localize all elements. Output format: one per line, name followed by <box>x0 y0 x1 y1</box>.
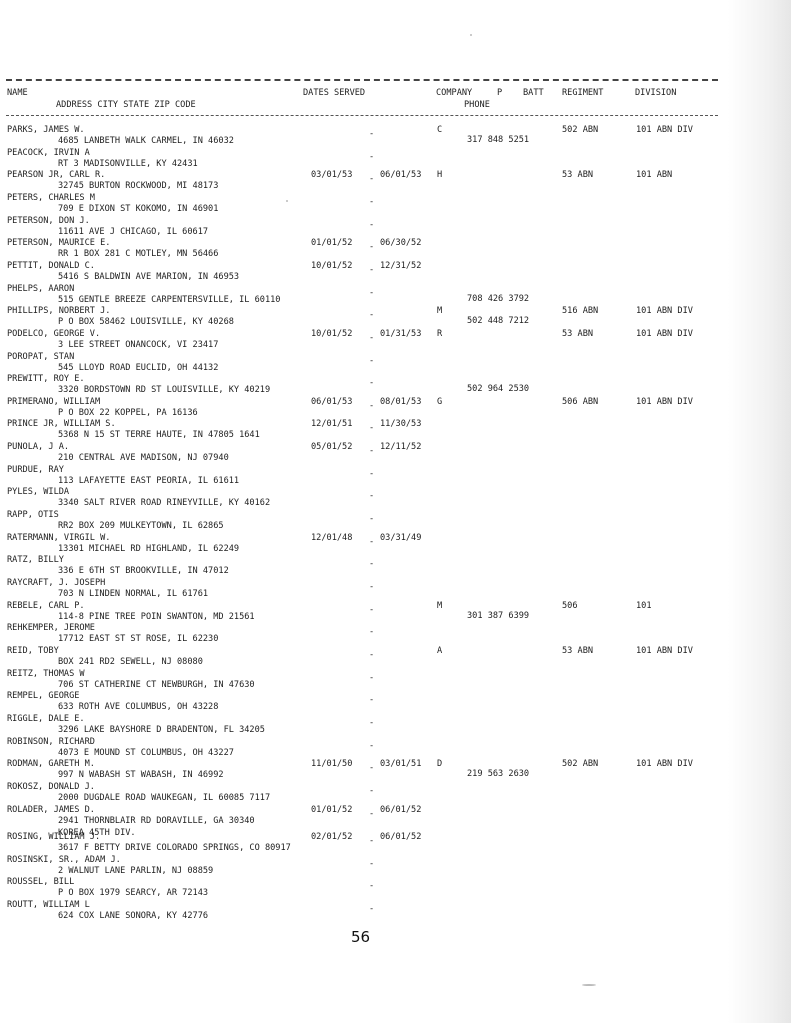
entry-name: PARKS, JAMES W. <box>7 125 85 135</box>
entry-date-from: 10/01/52 <box>311 328 353 339</box>
entry-company: M <box>437 306 443 317</box>
entry-address: RR2 BOX 209 MULKEYTOWN, IL 62865 <box>58 521 224 531</box>
col-header-division: DIVISION <box>635 88 677 98</box>
entry-division: 101 ABN DIV <box>636 328 693 339</box>
entry-name: RAPP, OTIS <box>7 510 59 520</box>
col-header-p: P <box>497 88 503 98</box>
entry-regiment: 53 ABN <box>562 645 594 656</box>
entry-regiment: 502 ABN <box>562 759 599 770</box>
entry-address: BOX 241 RD2 SEWELL, NJ 08080 <box>58 656 203 667</box>
scan-speck <box>470 34 472 36</box>
entry-date-dash: - <box>369 219 375 230</box>
entry-name: RIGGLE, DALE E. <box>7 713 85 724</box>
entry-company: G <box>437 396 443 407</box>
entry-name: PETERSON, MAURICE E. <box>7 238 111 249</box>
entry-address: 114-8 PINE TREE POIN SWANTON, MD 21561 <box>58 611 255 622</box>
entry-address: 2000 DUGDALE ROAD WAUKEGAN, IL 60085 7117 <box>58 792 271 803</box>
entry-date-dash: - <box>369 287 375 298</box>
entry-name: PHELPS, AARON <box>7 283 75 294</box>
col-header-dates: DATES SERVED <box>303 88 366 98</box>
entry-date-dash: - <box>369 627 375 638</box>
entry-company: A <box>437 645 443 656</box>
entry-address: 3 LEE STREET ONANCOCK, VI 23417 <box>58 339 219 350</box>
entry-address: 633 ROTH AVE COLUMBUS, OH 43228 <box>58 702 219 713</box>
entry-date-to: 03/31/49 <box>380 532 422 543</box>
entry-name: REBELE, CARL P. <box>7 600 85 611</box>
entry-regiment: 506 ABN <box>562 396 599 407</box>
entry-phone: 317 848 5251 <box>467 135 530 145</box>
entry-date-dash: - <box>369 559 375 570</box>
entry-name: ROBINSON, RICHARD <box>7 736 95 747</box>
entry-address: 13301 MICHAEL RD HIGHLAND, IL 62249 <box>58 543 240 554</box>
entry-address: 703 N LINDEN NORMAL, IL 61761 <box>58 589 209 599</box>
entry-address: 17712 EAST ST ST ROSE, IL 62230 <box>58 634 219 645</box>
entry-date-dash: - <box>369 695 375 706</box>
entry-date-to: 11/30/53 <box>380 419 422 430</box>
entry-company: H <box>437 170 443 181</box>
header-top-rule <box>6 79 718 81</box>
entry-name: PETTIT, DONALD C. <box>7 260 95 271</box>
entry-date-dash: - <box>369 604 375 615</box>
entry-date-dash: - <box>369 446 375 457</box>
entry-date-dash: - <box>369 468 375 479</box>
entry-name: ROUSSEL, BILL <box>7 877 75 888</box>
entry-date-to: 12/11/52 <box>380 442 422 453</box>
entry-date-to: 06/01/53 <box>380 170 422 181</box>
entry-company: D <box>437 759 443 770</box>
entry-date-dash: - <box>369 904 375 915</box>
page-number: 56 <box>351 928 371 946</box>
entry-date-to: 08/01/53 <box>380 396 422 407</box>
entry-company: R <box>437 328 443 339</box>
entry-date-from: 03/01/53 <box>311 170 353 181</box>
entry-name: PRINCE JR, WILLIAM S. <box>7 419 116 430</box>
entry-division: 101 ABN DIV <box>636 306 693 317</box>
scan-speck <box>582 984 596 986</box>
entry-address: 3617 F BETTY DRIVE COLORADO SPRINGS, CO 80917 <box>58 843 291 854</box>
entry-name: RODMAN, GARETH M. <box>7 759 95 770</box>
entry-address-note: KOREA 45TH DIV. <box>58 827 136 838</box>
entry-division: 101 ABN DIV <box>636 396 693 407</box>
entry-date-dash: - <box>369 355 375 366</box>
entry-division: 101 <box>636 600 652 611</box>
entry-name: ROLADER, JAMES D. <box>7 804 95 815</box>
col-header-company: COMPANY <box>436 88 473 98</box>
entry-address: 336 E 6TH ST BROOKVILLE, IN 47012 <box>58 566 229 577</box>
entry-name: PEARSON JR, CARL R. <box>7 170 106 181</box>
entry-date-to: 12/31/52 <box>380 260 422 271</box>
entry-address: 3340 SALT RIVER ROAD RINEYVILLE, KY 40162 <box>58 498 271 509</box>
entry-name: PYLES, WILDA <box>7 487 70 498</box>
entry-address: RT 3 MADISONVILLE, KY 42431 <box>58 158 198 169</box>
col-header-batt: BATT <box>523 88 544 98</box>
entry-division: 101 ABN <box>636 170 673 181</box>
entry-date-from: 02/01/52 <box>311 832 353 843</box>
entry-phone: 301 387 6399 <box>467 610 530 621</box>
entry-date-dash: - <box>369 808 375 819</box>
entry-address: 11611 AVE J CHICAGO, IL 60617 <box>58 226 209 237</box>
entry-name: POROPAT, STAN <box>7 351 75 362</box>
entry-date-dash: - <box>369 332 375 343</box>
entry-name: REID, TOBY <box>7 645 59 656</box>
entry-phone: 502 964 2530 <box>467 384 530 395</box>
entry-date-dash: - <box>369 785 375 796</box>
entry-address: 545 LLOYD ROAD EUCLID, OH 44132 <box>58 362 219 373</box>
entry-address: 2 WALNUT LANE PARLIN, NJ 08859 <box>58 865 214 876</box>
entry-name: PEACOCK, IRVIN A <box>7 147 90 158</box>
entry-date-to: 03/01/51 <box>380 759 422 770</box>
entry-name: RATZ, BILLY <box>7 555 64 566</box>
entry-address: 706 ST CATHERINE CT NEWBURGH, IN 47630 <box>58 679 255 690</box>
entry-date-to: 06/01/52 <box>380 804 422 815</box>
entry-address: 5368 N 15 ST TERRE HAUTE, IN 47805 1641 <box>58 430 260 441</box>
entry-division: 101 ABN DIV <box>636 125 693 135</box>
entry-address: P O BOX 58462 LOUISVILLE, KY 40268 <box>58 317 234 328</box>
entry-address: 32745 BURTON ROCKWOOD, MI 48173 <box>58 181 219 192</box>
entry-name: REHKEMPER, JEROME <box>7 623 95 634</box>
entry-name: REMPEL, GEORGE <box>7 691 80 702</box>
entry-date-from: 01/01/52 <box>311 804 353 815</box>
entry-name: ROKOSZ, DONALD J. <box>7 781 95 792</box>
entry-date-from: 11/01/50 <box>311 759 353 770</box>
entry-date-dash: - <box>369 740 375 751</box>
entry-address: RR 1 BOX 281 C MOTLEY, MN 56466 <box>58 249 219 260</box>
entry-date-dash: - <box>369 151 375 162</box>
entry-phone: 708 426 3792 <box>467 293 530 304</box>
entry-address: P O BOX 1979 SEARCY, AR 72143 <box>58 888 209 899</box>
entry-date-from: 12/01/51 <box>311 419 353 430</box>
entry-date-from: 06/01/53 <box>311 396 353 407</box>
entry-division: 101 ABN DIV <box>636 759 693 770</box>
entry-address: 624 COX LANE SONORA, KY 42776 <box>58 911 209 922</box>
entry-name: PETERSON, DON J. <box>7 215 90 226</box>
entry-address: 997 N WABASH ST WABASH, IN 46992 <box>58 770 224 781</box>
entry-address: P O BOX 22 KOPPEL, PA 16136 <box>58 407 198 418</box>
entry-date-dash: - <box>369 400 375 411</box>
entry-date-dash: - <box>369 881 375 892</box>
entry-date-dash: - <box>369 378 375 389</box>
entry-regiment: 516 ABN <box>562 306 599 317</box>
entry-name: RAYCRAFT, J. JOSEPH <box>7 578 106 588</box>
entry-address: 113 LAFAYETTE EAST PEORIA, IL 61611 <box>58 475 240 486</box>
entry-date-dash: - <box>369 264 375 275</box>
entry-date-dash: - <box>369 717 375 728</box>
entry-address: 3320 BORDSTOWN RD ST LOUISVILLE, KY 40219 <box>58 385 271 396</box>
entry-name: RATERMANN, VIRGIL W. <box>7 532 111 543</box>
entry-name: ROSING, WILLIAM J. <box>7 832 101 843</box>
entry-address: 3296 LAKE BAYSHORE D BRADENTON, FL 34205 <box>58 724 265 735</box>
entry-date-dash: - <box>369 649 375 660</box>
col-header-name: NAME <box>7 88 28 98</box>
entry-address: 709 E DIXON ST KOKOMO, IN 46901 <box>58 203 219 214</box>
entry-date-dash: - <box>369 536 375 547</box>
entry-regiment: 506 <box>562 600 578 611</box>
entry-regiment: 502 ABN <box>562 125 599 135</box>
entry-date-dash: - <box>369 242 375 253</box>
entry-date-dash: - <box>369 491 375 502</box>
entry-company: C <box>437 125 443 135</box>
entry-date-dash: - <box>369 310 375 321</box>
entry-date-to: 06/30/52 <box>380 238 422 249</box>
entry-date-from: 12/01/48 <box>311 532 353 543</box>
entry-phone: 219 563 2630 <box>467 769 530 780</box>
entry-phone: 502 448 7212 <box>467 316 530 327</box>
entry-address: 5416 S BALDWIN AVE MARION, IN 46953 <box>58 271 240 282</box>
entry-address: 210 CENTRAL AVE MADISON, NJ 07940 <box>58 453 229 464</box>
entry-date-dash: - <box>369 129 375 139</box>
entry-regiment: 53 ABN <box>562 170 594 181</box>
col-header-phone: PHONE <box>464 100 490 110</box>
entry-date-dash: - <box>369 514 375 524</box>
entry-name: PUNOLA, J A. <box>7 442 70 453</box>
entry-date-from: 01/01/52 <box>311 238 353 249</box>
entry-date-to: 01/31/53 <box>380 328 422 339</box>
entry-address: 4685 LANBETH WALK CARMEL, IN 46032 <box>58 136 234 146</box>
entry-date-dash: - <box>369 196 375 207</box>
col-header-address: ADDRESS CITY STATE ZIP CODE <box>56 100 196 110</box>
entry-date-dash: - <box>369 672 375 683</box>
entry-date-from: 10/01/52 <box>311 260 353 271</box>
scan-speck <box>286 200 288 202</box>
entry-date-to: 06/01/52 <box>380 832 422 843</box>
entry-address: 2941 THORNBLAIR RD DORAVILLE, GA 30340 <box>58 815 255 826</box>
entry-date-dash: - <box>369 423 375 434</box>
entry-date-dash: - <box>369 174 375 185</box>
entry-date-dash: - <box>369 763 375 774</box>
entry-name: PRIMERANO, WILLIAM <box>7 396 101 407</box>
entry-date-dash: - <box>369 582 375 592</box>
entry-regiment: 53 ABN <box>562 328 594 339</box>
entry-name: ROSINSKI, SR., ADAM J. <box>7 854 121 865</box>
entry-address: 515 GENTLE BREEZE CARPENTERSVILLE, IL 60110 <box>58 294 281 305</box>
col-header-regiment: REGIMENT <box>562 88 604 98</box>
entry-company: M <box>437 600 443 611</box>
entry-division: 101 ABN DIV <box>636 645 693 656</box>
entry-date-from: 05/01/52 <box>311 442 353 453</box>
entry-date-dash: - <box>369 836 375 847</box>
entry-address: 4073 E MOUND ST COLUMBUS, OH 43227 <box>58 747 234 758</box>
entry-date-dash: - <box>369 858 375 869</box>
entry-name: PURDUE, RAY <box>7 464 64 475</box>
entry-name: PHILLIPS, NORBERT J. <box>7 306 111 317</box>
entry-name: PREWITT, ROY E. <box>7 374 85 385</box>
entry-name: PETERS, CHARLES M <box>7 192 95 203</box>
entry-name: ROUTT, WILLIAM L <box>7 900 90 911</box>
entry-name: REITZ, THOMAS W <box>7 668 85 679</box>
entry-name: PODELCO, GEORGE V. <box>7 328 101 339</box>
header-bottom-rule <box>6 115 718 116</box>
